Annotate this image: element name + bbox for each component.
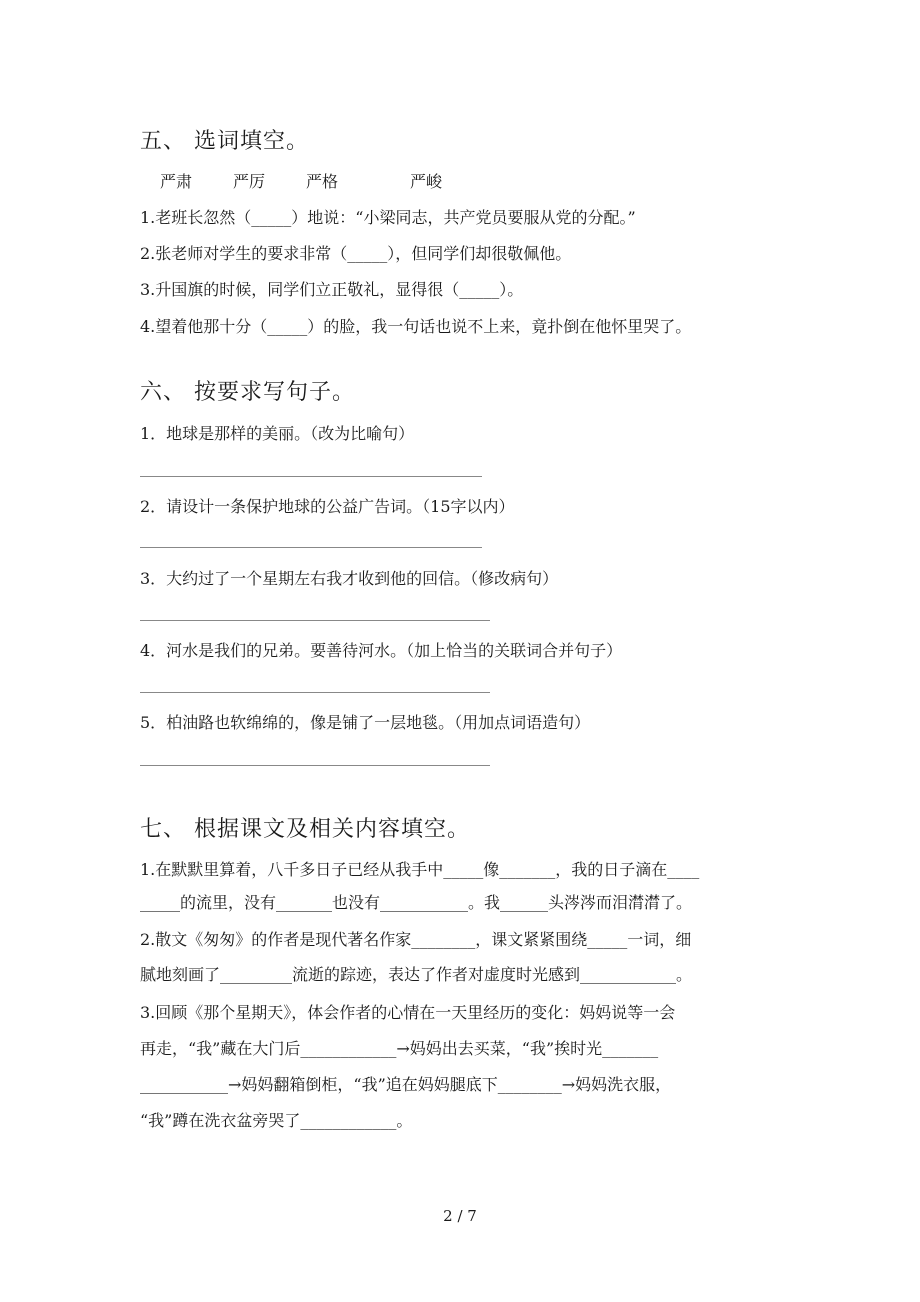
question-item: 4.望着他那十分（_____）的脸，我一句话也说不上来，竟扑倒在他怀里哭了。 [140, 317, 692, 336]
question-item: 1．地球是那样的美丽。（改为比喻句） [140, 424, 415, 443]
question-item: 3.升国旗的时候，同学们立正敬礼，显得很（_____）。 [140, 280, 524, 299]
answer-line [140, 692, 490, 693]
answer-line [140, 765, 490, 766]
word-bank-item: 严格 [306, 172, 339, 191]
fill-line: ___________→妈妈翻箱倒柜，“我”追在妈妈腿底下________→妈妈洗衣服， [140, 1075, 672, 1094]
word-bank-item: 严厉 [233, 172, 266, 191]
question-item: 2．请设计一条保护地球的公益广告词。（15字以内） [140, 497, 515, 516]
fill-line: 1.在默默里算着，八千多日子已经从我手中_____像_______，我的日子滴在____ [140, 860, 700, 879]
fill-line: 再走，“我”藏在大门后____________→妈妈出去买菜，“我”挨时光_______ [140, 1039, 659, 1058]
answer-line [140, 476, 482, 477]
question-item: 4．河水是我们的兄弟。要善待河水。（加上恰当的关联词合并句子） [140, 641, 623, 660]
page-number: 2 / 7 [443, 1207, 477, 1225]
answer-line [140, 547, 482, 548]
question-item: 1.老班长忽然（_____）地说：“小梁同志，共产党员要服从党的分配。” [140, 208, 636, 227]
section-5-title: 五、 选词填空。 [140, 129, 309, 154]
answer-line [140, 620, 490, 621]
section-7-title: 七、 根据课文及相关内容填空。 [140, 817, 470, 842]
word-bank-item: 严峻 [410, 172, 443, 191]
section-6-title: 六、 按要求写句子。 [140, 380, 355, 405]
question-item: 5．柏油路也软绵绵的，像是铺了一层地毯。（用加点词语造句） [140, 713, 591, 732]
question-item: 3．大约过了一个星期左右我才收到他的回信。（修改病句） [140, 569, 559, 588]
fill-line: “我”蹲在洗衣盆旁哭了____________。 [140, 1111, 413, 1130]
fill-line: 2.散文《匆匆》的作者是现代著名作家________，课文紧紧围绕_____一词，细 [140, 930, 692, 949]
fill-line: _____的流里，没有_______也没有___________。我______头涔涔而泪潸潸了。 [140, 893, 693, 912]
fill-line: 3.回顾《那个星期天》，体会作者的心情在一天里经历的变化：妈妈说等一会 [140, 1003, 676, 1022]
question-item: 2.张老师对学生的要求非常（_____），但同学们却很敬佩他。 [140, 244, 572, 263]
word-bank-item: 严肃 [160, 172, 193, 191]
fill-line: 腻地刻画了_________流逝的踪迹，表达了作者对虚度时光感到____________。 [140, 965, 693, 984]
